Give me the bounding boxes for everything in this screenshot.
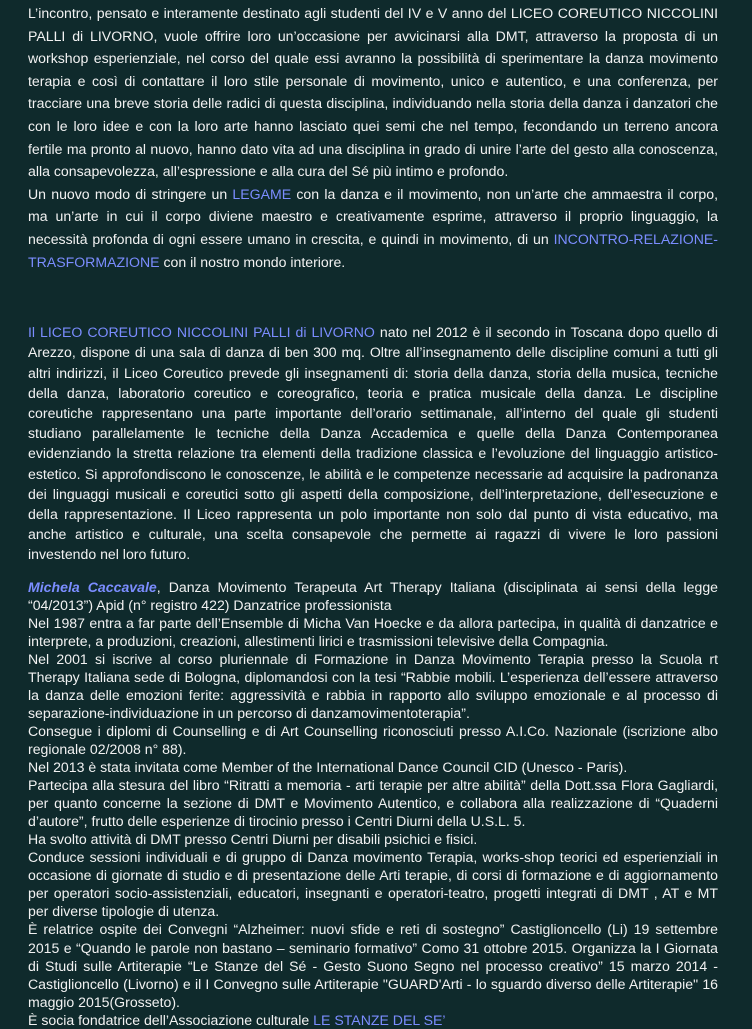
liceo-text: nato nel 2012 è il secondo in Toscana dopo quello di Arezzo, dispone di una sala di danza di ben 300 mq. Oltre all’insegnamento delle discipline comuni a tutti gli altri indirizzi, il Liceo Coreutico prevede gli insegnamenti di: storia della danza, storia della musica, tecniche della danza, laboratorio coreutico e coreografico, teoria e pratica musicale della danza. Le discipline coreutiche rappresentano una parte importante dell’orario settimanale, all’interno del quale gli studenti studiano parallelamente le tecniche della Danza Accademica e quelle della Danza Contemporanea evidenziando la stretta relazione tra elementi della tradizione classica e l’evoluzione del linguaggio artistico-estetico. Si approfondiscono le conoscenze, le abilità e le competenze necessarie ad acquisire la padronanza dei linguaggi musicali e coreutici sotto gli aspetti della composizione, dell’interpretazione, dell’esecuzione e della rappresentazione. Il Liceo rappresenta un polo importante non solo dal punto di vista educativo, ma anche artistico e culturale, una scelta consapevole che permette ai ragazzi di vivere le loro passioni investendo nel loro futuro. — [28, 324, 718, 563]
bio-2001: Nel 2001 si iscrive al corso pluriennale di Formazione in Danza Movimento Terapia presso la Scuola rt Therapy Italiana sede di Bologna, diplomandosi con la tesi “Rabbie mobili. L’esperienza dell’essere attraverso la danza delle emozioni ferite: aggressività e rabbia in rapporto allo sviluppo emozionale e al processo di separazione-individuazione in un percorso di danzamovimentoterapia”. — [28, 650, 718, 721]
liceo-highlight: Il LICEO COREUTICO NICCOLINI PALLI di LIVORNO — [28, 324, 375, 341]
biography — [28, 578, 718, 1029]
legame-text-middle: con la danza e il movimento, non un’arte che ammaestra il corpo, ma un’arte in cui il corpo diviene maestro e creativamente esprime, attraverso il proprio linguaggio, la necessità profonda di ogni essere umano in crescita, e quindi in movimento, di un — [28, 185, 718, 247]
bio-heading — [28, 578, 718, 614]
legame-text-after: con il nostro mondo interiore. — [159, 253, 346, 270]
bio-counselling: Consegue i diplomi di Counselling e di Art Counselling riconosciuti presso A.I.Co. Nazionale (iscrizione albo regionale 02/2008 n° 88). — [28, 722, 718, 757]
bio-name: Michela Caccavale — [28, 578, 157, 595]
bio-attivita: Ha svolto attività di DMT presso Centri Diurni per disabili psichici e fisici. — [28, 831, 478, 848]
bio-1987: Nel 1987 entra a far parte dell’Ensemble di Micha Van Hoecke e da allora partecipa, in qualità di danzatrice e interprete, a produzioni, creazioni, allestimenti lirici e trasmissioni televisive della Compagnia. — [28, 614, 718, 649]
bio-libro: Partecipa alla stesura del libro “Ritratti a memoria - arti terapie per altre abilità” della Dott.ssa Flora Gagliardi, per quanto concerne la sezione di DMT e Movimento Autentico, e collabora alla realizzazione di “Quaderni d’autore”, frutto delle esperienze di tirocinio presso i Centri Diurni della U.S.L. 5. — [28, 777, 718, 830]
bio-convegni: È relatrice ospite dei Convegni “Alzheimer: nuovi sfide e reti di sostegno” Castiglioncello (Li) 19 settembre 2015 e “Quando le parole non bastano – seminario formativo” Como 31 ottobre 2015. Organizza la I Giornata di Studi sulle Artiterapie “Le Stanze del Sé - Gesto Suono Segno nel processo creativo” 15 marzo 2014 - Castiglioncello (Livorno) e il I Convegno sulle Artiterapie "GUARD'Arti - lo sguardo diverso delle Artiterapie" 16 maggio 2015(Grosseto). — [28, 921, 718, 1010]
legame-highlight: LEGAME — [232, 185, 292, 202]
intro-paragraph: L’incontro, pensato e interamente destinato agli studenti del IV e V anno del LICEO COREUTICO NICCOLINI PALLI di LIVORNO, vuole offrire loro un’occasione per avvicinarsi alla DMT, attraverso la proposta di un workshop esperienziale, nel corso del quale essi avranno la possibilità di sperimentare la danza movimento terapia e così di contattare il loro stile personale di movimento, unico e autentico, e una conferenza, per tracciare una breve storia delle radici di questa disciplina, individuando nella storia della danza i danzatori che con le loro idee e con la loro arte hanno lasciato quei semi che nel tempo, fecondando un terreno ancora fertile ma pronto al nuovo, hanno dato vita ad una disciplina in grado di unire l’arte del gesto alla conoscenza, alla consapevolezza, all’espressione e alla cura del Sé più intimo e profondo. — [28, 5, 718, 180]
bio-fondatrice — [28, 1011, 718, 1029]
legame-text-before: Un nuovo modo di stringere un — [28, 185, 233, 202]
bio-2013: Nel 2013 è stata invitata come Member of the International Dance Council CID (Unesco - Paris). — [28, 759, 628, 776]
incontro-highlight: INCONTRO-RELAZIONE-TRASFORMAZIONE — [28, 230, 718, 270]
bio-fondatrice-text: È socia fondatrice dell’Associazione culturale — [28, 1011, 314, 1028]
legame-paragraph — [28, 183, 718, 273]
bio-title: , Danza Movimento Terapeuta Art Therapy Italiana (disciplinata ai sensi della legge “04/2013”) Apid (n° registro 422) Danzatrice professionista — [28, 578, 718, 613]
liceo-paragraph — [28, 322, 718, 564]
bio-sessioni: Conduce sessioni individuali e di gruppo di Danza movimento Terapia, works-shop teorici ed esperienziali in occasione di giornate di studio e di presentazione delle Arti terapie, di corsi di formazione e di aggiornamento per operatori socio-assistenziali, educatori, insegnanti e operatori-teatro, progetti integrati di DMT , AT e MT per diverse tipologie di utenza. — [28, 849, 718, 920]
stanze-highlight: LE STANZE DEL SE’ — [313, 1011, 446, 1028]
